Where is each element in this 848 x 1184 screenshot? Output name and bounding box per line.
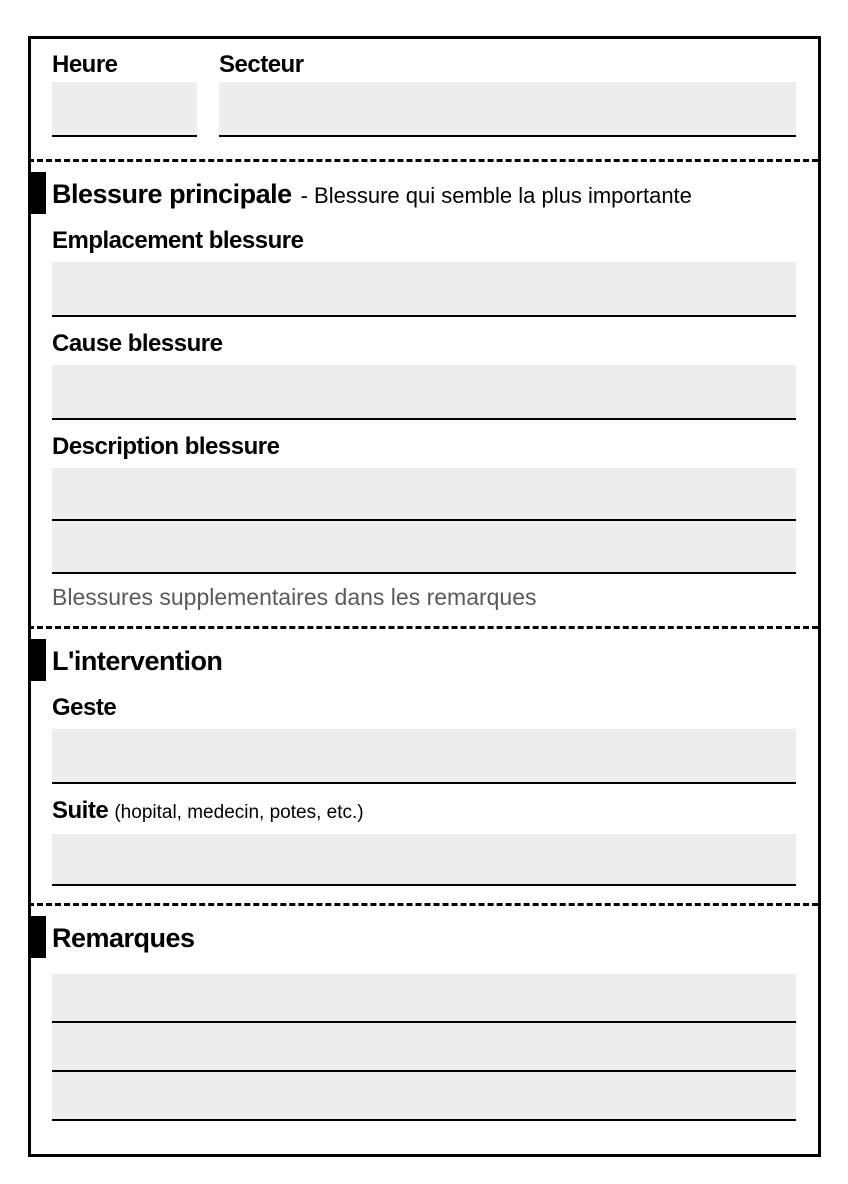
suite-hint: (hopital, medecin, potes, etc.): [114, 802, 364, 823]
geste-input[interactable]: [52, 729, 796, 784]
description-input-line-2[interactable]: [52, 521, 796, 574]
description-label: Description blessure: [52, 433, 280, 460]
remarques-input-group: [52, 974, 796, 1121]
dashed-divider: [28, 159, 818, 162]
time-sector-row: [52, 52, 796, 137]
dashed-divider: [28, 903, 818, 906]
description-input-line-1[interactable]: [52, 468, 796, 521]
secteur-label: Secteur: [219, 51, 304, 78]
remarque-input-line-3[interactable]: [52, 1072, 796, 1121]
remarque-input-line-1[interactable]: [52, 974, 796, 1023]
blessure-section-header: [52, 172, 796, 214]
blessure-section-title: Blessure principale: [52, 179, 292, 209]
suite-input[interactable]: [52, 834, 796, 886]
heure-field: [52, 52, 197, 137]
section-tab-marker: [28, 172, 46, 214]
section-blessure-principale: [52, 172, 796, 612]
heure-label: Heure: [52, 51, 118, 78]
section-tab-marker: [28, 639, 46, 681]
secteur-field: [219, 52, 796, 137]
incident-form: [28, 36, 821, 1157]
remarques-section-header: [52, 916, 796, 958]
heure-input[interactable]: [52, 82, 197, 137]
emplacement-label: Emplacement blessure: [52, 227, 304, 254]
secteur-input[interactable]: [219, 82, 796, 137]
intervention-section-header: [52, 639, 796, 681]
blessure-section-subtitle: - Blessure qui semble la plus importante: [300, 183, 692, 208]
section-remarques: [52, 916, 796, 1121]
section-time-sector: [52, 39, 796, 159]
cause-input[interactable]: [52, 365, 796, 420]
suite-label-row: [52, 796, 796, 828]
supplementary-injuries-note: Blessures supplementaires dans les remarques: [52, 584, 537, 610]
section-intervention: [52, 639, 796, 903]
dashed-divider: [28, 626, 818, 629]
remarque-input-line-2[interactable]: [52, 1023, 796, 1072]
section-tab-marker: [28, 916, 46, 958]
remarques-section-title: Remarques: [52, 923, 195, 953]
emplacement-input[interactable]: [52, 262, 796, 317]
cause-label: Cause blessure: [52, 330, 223, 357]
geste-label: Geste: [52, 694, 117, 721]
suite-label: Suite: [52, 797, 109, 824]
intervention-section-title: L'intervention: [52, 646, 223, 676]
description-input-group: [52, 468, 796, 574]
